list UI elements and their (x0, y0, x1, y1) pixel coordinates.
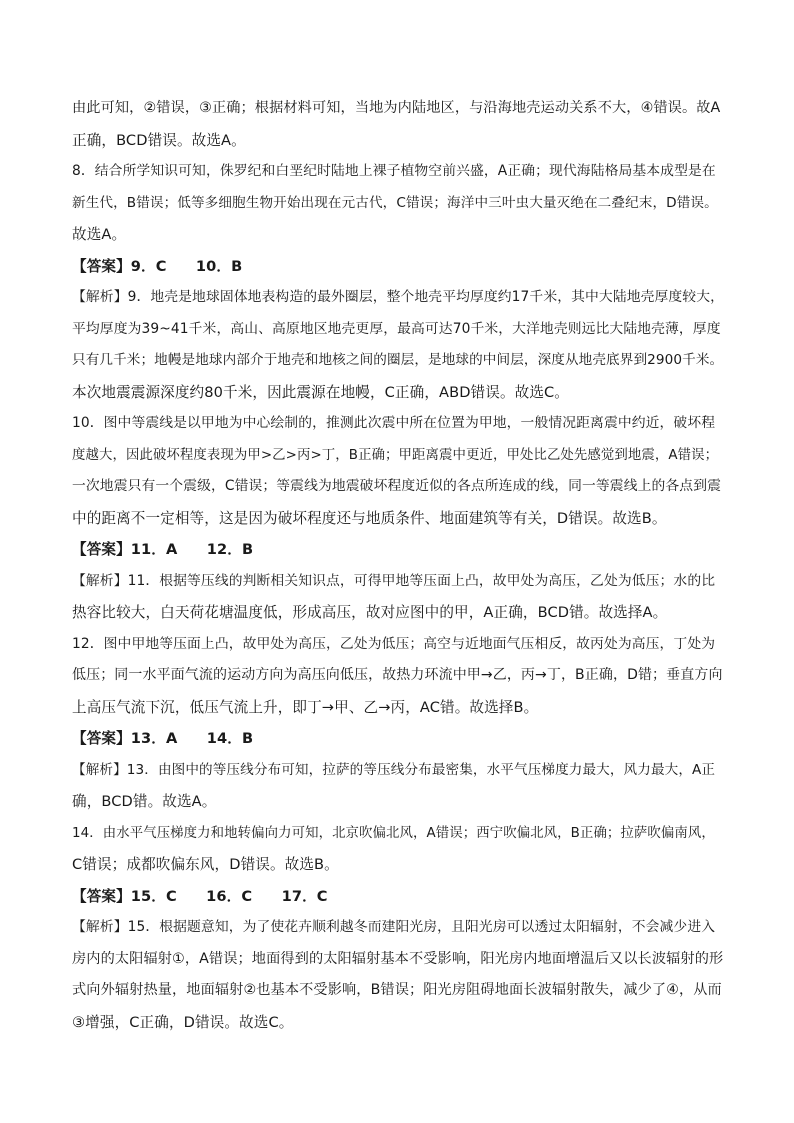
text-line: 低压；同一水平面气流的运动方向为高压向低压，故热力环流中甲→乙，丙→丁，B正确，D错；垂直方向 (72, 667, 723, 683)
answer-line: 【答案】9．C 10．B (72, 257, 243, 275)
answer-line: 【答案】15．C 16．C 17．C (72, 887, 328, 905)
text-line: 【解析】15．根据题意知，为了使花卉顺利越冬而建阳光房，且阳光房可以透过太阳辐射，不会减少进入 (72, 919, 716, 935)
answer-line: 【答案】11．A 12．B (72, 541, 254, 558)
text-line: 热容比较大，白天荷花塘温度低，形成高压，故对应图中的甲，A正确，BCD错。故选择A。 (72, 604, 668, 621)
text-line: 由此可知，②错误，③正确；根据材料可知，当地为内陆地区，与沿海地壳运动关系不大，④错误。故A (72, 100, 721, 116)
text-line: 新生代，B错误；低等多细胞生物开始出现在元古代，C错误；海洋中三叶虫大量灭绝在二叠纪末，D错误。 (72, 194, 718, 211)
text-line: 【解析】11．根据等压线的判断相关知识点，可得甲地等压面上凸，故甲处为高压，乙处为低压；水的比 (72, 572, 716, 589)
text-line: 一次地震只有一个震级，C错误；等震线为地震破坏程度近似的各点所连成的线，同一等震线上的各点到震 (72, 478, 721, 494)
text-line: 只有几千米；地幔是地球内部介于地壳和地核之间的圈层，是地球的中间层，深度从地壳底界到2900千米。 (72, 352, 724, 368)
text-line: ③增强，C正确，D错误。故选C。 (72, 1013, 294, 1031)
text-line: 平均厚度为39~41千米，高山、高原地区地壳更厚，最高可达70千米，大洋地壳则远比大陆地壳薄，厚度 (72, 320, 721, 337)
text-line: C错误；成都吹偏东风，D错误。故选B。 (72, 856, 339, 873)
text-line: 10．图中等震线是以甲地为中心绘制的，推测此次震中所在位置为甲地，一般情况距离震中约近，破坏程 (72, 415, 716, 431)
text-line: 上高压气流下沉，低压气流上升，即丁→甲、乙→丙，AC错。故选择B。 (72, 698, 539, 716)
text-line: 确，BCD错。故选A。 (72, 793, 217, 810)
text-line: 【解析】13．由图中的等压线分布可知，拉萨的等压线分布最密集，水平气压梯度力最大，风力最大，A正 (72, 761, 716, 778)
text-line: 8．结合所学知识可知，侏罗纪和白垩纪时陆地上裸子植物空前兴盛，A正确；现代海陆格局基本成型是在 (72, 163, 716, 179)
text-line: 故选A。 (72, 226, 127, 243)
text-line: 房内的太阳辐射①，A错误；地面得到的太阳辐射基本不受影响，阳光房内地面增温后又以长波辐射的形 (72, 950, 724, 967)
text-line: 度越大，因此破坏程度表现为甲>乙>丙>丁，B正确；甲距离震中更近，甲处比乙处先感觉到地震，A错误； (72, 447, 719, 463)
text-line: 式向外辐射热量，地面辐射②也基本不受影响，B错误；阳光房阻碍地面长波辐射散失，减少了④，从而 (72, 982, 722, 998)
text-line: 12．图中甲地等压面上凸，故甲处为高压，乙处为低压；高空与近地面气压相反，故丙处为高压，丁处为 (72, 635, 716, 652)
text-line: 14．由水平气压梯度力和地转偏向力可知，北京吹偏北风，A错误；西宁吹偏北风，B正确；拉萨吹偏南风， (72, 825, 715, 841)
text-line: 中的距离不一定相等，这是因为破坏程度还与地质条件、地面建筑等有关，D错误。故选B。 (72, 509, 667, 527)
answer-line: 【答案】13．A 14．B (72, 730, 254, 747)
text-line: 正确，BCD错误。故选A。 (72, 131, 246, 149)
text-line: 【解析】9．地壳是地球固体地表构造的最外圈层，整个地壳平均厚度约17千米，其中大陆地壳厚度较大， (72, 289, 724, 305)
document-page (72, 93, 724, 1038)
text-line: 本次地震震源深度约80千米，因此震源在地幔，C正确，ABD错误。故选C。 (72, 383, 570, 401)
